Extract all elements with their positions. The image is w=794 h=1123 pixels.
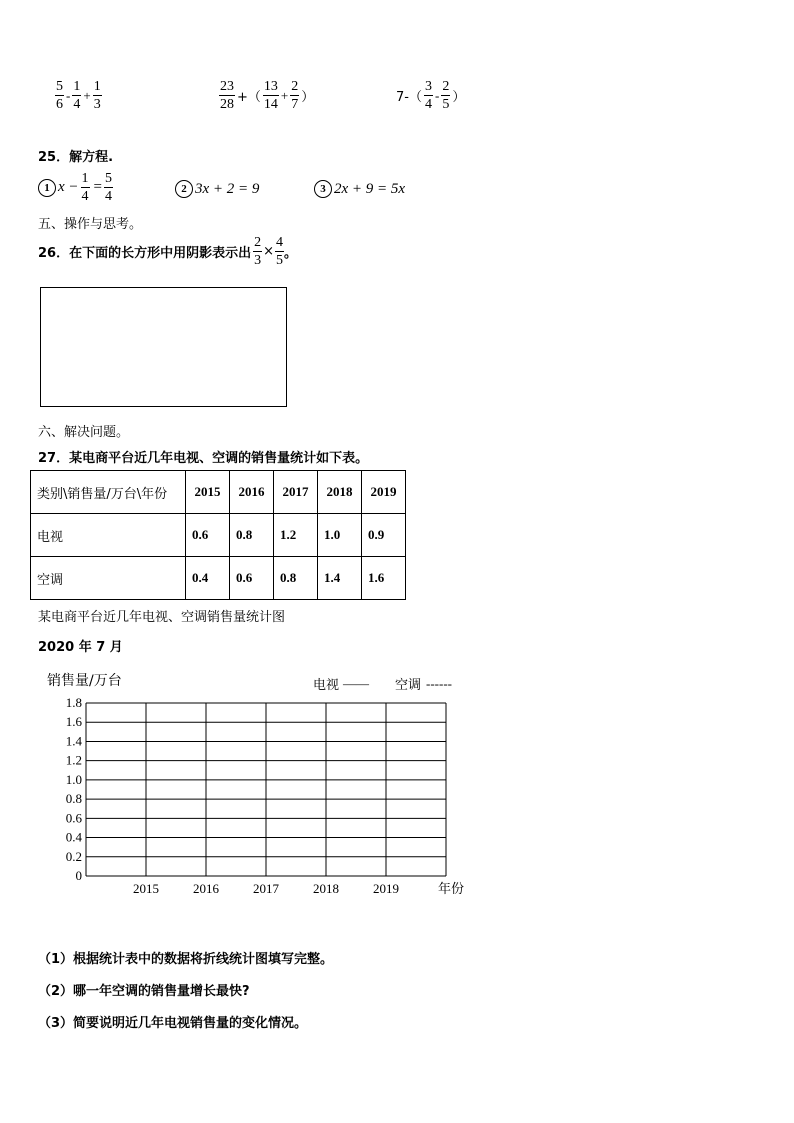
table-row: 空调 0.4 0.6 0.8 1.4 1.6	[31, 557, 406, 600]
section-heading-5: 五、操作与思考。	[38, 217, 143, 232]
q27-sub-3: （3）简要说明近几年电视销售量的变化情况。	[38, 1016, 308, 1031]
y-tick-label: 1.0	[65, 771, 82, 787]
fraction: $\frac{2}{7}$	[291, 79, 299, 112]
fraction: $\frac{13}{14}$	[263, 79, 278, 112]
q26-prompt: 26．在下面的长方形中用阴影表示出 $\frac{2}{3}$ × $\frac{4}{5}$ 。	[38, 235, 298, 268]
y-axis-ticks	[66, 695, 83, 883]
y-tick-label: 0.4	[65, 829, 82, 845]
y-tick-label: 1.8	[65, 695, 82, 710]
x-tick-label: 2018	[313, 881, 339, 896]
y-tick-label: 1.2	[65, 752, 82, 768]
fraction: $\frac{3}{4}$	[424, 79, 432, 112]
x-axis-label: 年份	[438, 882, 465, 897]
chart-title: 某电商平台近几年电视、空调销售量统计图	[38, 610, 286, 625]
section-heading-6: 六、解决问题。	[38, 425, 130, 440]
y-tick-label: 0.6	[65, 810, 82, 826]
y-tick-label: 0	[75, 868, 82, 883]
legend-line-ac: ------	[426, 676, 452, 691]
q27-sub-1: （1）根据统计表中的数据将折线统计图填写完整。	[38, 952, 334, 967]
legend-line-tv: ——	[343, 676, 369, 691]
q27-sub-2: （2）哪一年空调的销售量增长最快?	[38, 984, 250, 999]
line-chart[interactable]	[40, 668, 480, 898]
x-axis-ticks	[133, 881, 399, 896]
q25-equation-3: 3 2x + 9 = 5x	[314, 180, 405, 198]
chart-date: 2020 年 7 月	[38, 640, 123, 655]
q25-equation-1: 1 x − $\frac{1}{4}$ = $\frac{5}{4}$	[38, 170, 113, 205]
y-tick-label: 0.2	[65, 848, 82, 864]
fraction: $\frac{23}{28}$	[220, 79, 234, 112]
chart-grid	[86, 703, 446, 876]
x-tick-label: 2019	[373, 881, 399, 896]
q25-title: 25．解方程.	[38, 150, 114, 165]
fraction: $\frac{2}{5}$	[442, 79, 450, 112]
y-tick-label: 0.8	[65, 791, 82, 807]
calc-expression-3: 7-（ $\frac{3}{4}$ - $\frac{2}{5}$ ）	[396, 79, 466, 112]
x-tick-label: 2016	[193, 881, 219, 896]
calc-expression-2: $\frac{23}{28}$ +（ $\frac{13}{14}$ + $\frac{2}{7}$ ）	[220, 79, 315, 112]
table-header-row: 类别\销售量/万台\年份 2015 2016 2017 2018 2019	[31, 471, 406, 514]
fraction: $\frac{1}{3}$	[93, 79, 101, 112]
calc-expression-1: $\frac{5}{6}$ - $\frac{1}{4}$ + $\frac{1}{3}$	[56, 79, 101, 112]
y-tick-label: 1.6	[65, 714, 82, 730]
fraction: $\frac{5}{6}$	[56, 79, 63, 112]
chart-legend	[313, 676, 452, 693]
y-tick-label: 1.4	[65, 733, 82, 749]
table-row: 电视 0.6 0.8 1.2 1.0 0.9	[31, 514, 406, 557]
shading-rectangle[interactable]	[40, 287, 287, 407]
legend-label-ac: 空调	[395, 678, 422, 693]
sales-table	[30, 470, 406, 600]
x-tick-label: 2015	[133, 881, 159, 896]
legend-label-tv: 电视	[313, 678, 340, 693]
x-tick-label: 2017	[253, 881, 279, 896]
fraction: $\frac{1}{4}$	[73, 79, 81, 112]
y-axis-label: 销售量/万台	[47, 673, 122, 689]
q27-title: 27．某电商平台近几年电视、空调的销售量统计如下表。	[38, 451, 369, 466]
q25-equation-2: 2 3x + 2 = 9	[175, 180, 259, 198]
